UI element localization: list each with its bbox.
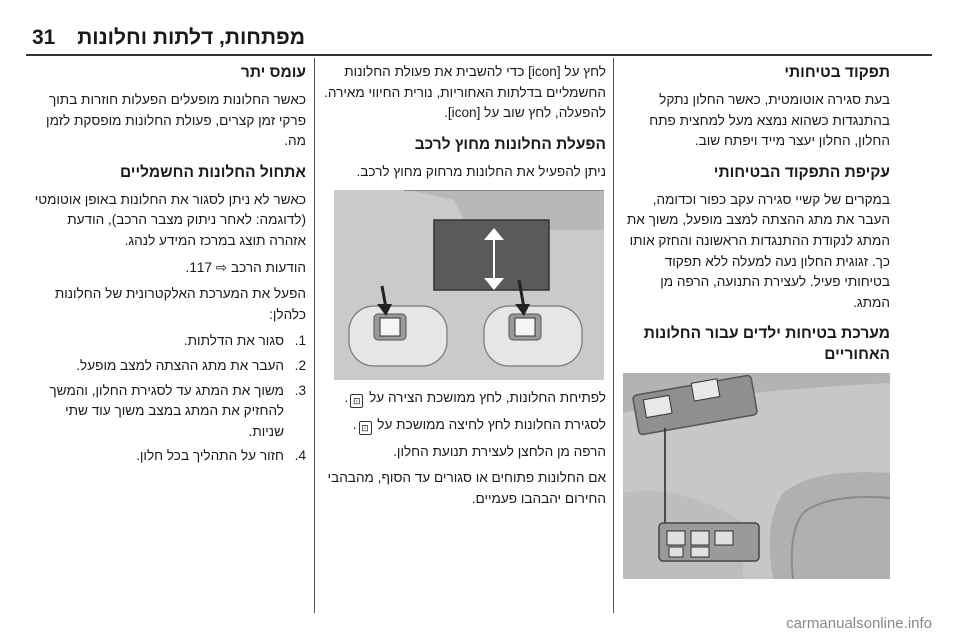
section-heading-child-safety: מערכת בטיחות ילדים עבור החלונות האחוריים bbox=[643, 325, 890, 364]
close-windows-end: . bbox=[352, 416, 357, 432]
step-number: 1. bbox=[294, 333, 306, 349]
page-title: מפתחות, דלתות וחלונות bbox=[77, 26, 305, 49]
right-column bbox=[622, 62, 890, 579]
section-heading-overload: עומס יתר bbox=[240, 64, 306, 81]
step-text: סגור את הדלתות. bbox=[183, 333, 284, 349]
paragraph-hazard: אם החלונות פתוחים או סגורים עד הסוף, מהבהבי החירום יהבהבו פעמיים. bbox=[327, 470, 606, 506]
section-heading-safety: תפקוד בטיחותי bbox=[784, 64, 890, 81]
page-number: 31 bbox=[32, 26, 56, 49]
header-rule bbox=[26, 54, 932, 56]
door-switch-illustration bbox=[623, 373, 890, 579]
section-heading-init: אתחול החלונות החשמליים bbox=[119, 163, 306, 181]
paragraph-child-lock: לחץ על [icon] כדי להשבית את פעולת החלונות החשמליים בדלתות האחוריות, נורית החיווי מאירה. להפעלה, לחץ שוב על [icon]. bbox=[324, 64, 606, 121]
paragraph-release: הרפה מן הלחצן לעצירת תנועת החלון. bbox=[393, 443, 606, 459]
step-text: העבר את מתג ההצתה למצב מופעל. bbox=[76, 357, 284, 373]
step-number: 4. bbox=[294, 448, 306, 464]
section-heading-remote: הפעלת החלונות מחוץ לרכב bbox=[414, 135, 606, 153]
steps-list bbox=[28, 331, 306, 467]
watermark: carmanualsonline.info bbox=[786, 615, 932, 632]
list-item bbox=[28, 381, 306, 443]
paragraph-activate: הפעל את המערכת האלקטרונית של החלונות כלהלן: bbox=[54, 286, 306, 322]
key-remote-illustration bbox=[334, 190, 604, 380]
section-heading-override: עקיפת התפקוד הבטיחותי bbox=[713, 163, 890, 181]
close-windows-text: לסגירת החלונות לחץ לחיצה ממושכת על bbox=[377, 416, 606, 432]
column-divider-left bbox=[314, 58, 315, 613]
step-text: חזור על התהליך בכל חלון. bbox=[136, 448, 284, 464]
paragraph-reference: הודעות הרכב ⇨ 117. bbox=[185, 259, 306, 275]
lock-icon: ⊡ bbox=[359, 421, 372, 435]
step-text: משוך את המתג עד לסגירת החלון, והמשך להחזיק את המתג במצב משוך עוד שתי שניות. bbox=[49, 382, 284, 439]
paragraph-safety: בעת סגירה אוטומטית, כאשר החלון נתקל בהתנגדות כשהוא נמצא מעל למחצית פתח החלון, החלון יעצר מייד ויפתח שוב. bbox=[649, 92, 890, 149]
step-number: 3. bbox=[294, 382, 306, 398]
paragraph-init: כאשר לא ניתן לסגור את החלונות באופן אוטומטי (לדוגמה: לאחר ניתוק מצבר הרכב), הודעת אזהרה תוצג במרכז המידע לנהג. bbox=[34, 191, 306, 248]
page-header bbox=[0, 0, 960, 48]
open-windows-text: לפתיחת החלונות, לחץ ממושכת הצירה על bbox=[369, 390, 606, 406]
paragraph-override: במקרים של קשיי סגירה עקב כפור וכדומה, העבר את מתג ההצתה למצב מופעל, משוך את המתג לנקודת ההתנגדות הראשונה והחזק אותו כך. זגוגית החלון נעה למעלה ללא תפקוד בטיחותי פעיל. לעצירת התנועה, הרפה מן המתג. bbox=[626, 191, 890, 310]
list-item bbox=[28, 446, 306, 467]
paragraph-close-windows bbox=[324, 415, 606, 436]
list-item bbox=[28, 331, 306, 352]
paragraph-overload: כאשר החלונות מופעלים הפעלות חוזרות בתוך פרקי זמן קצרים, פעולת החלונות מופסקת לזמן מה. bbox=[46, 92, 306, 149]
paragraph-open-windows bbox=[324, 388, 606, 409]
paragraph-remote: ניתן להפעיל את החלונות מרחוק מחוץ לרכב. bbox=[356, 163, 606, 179]
column-divider-right bbox=[613, 58, 614, 613]
open-windows-end: . bbox=[344, 390, 349, 406]
left-column bbox=[28, 62, 306, 471]
step-number: 2. bbox=[294, 357, 306, 373]
list-item bbox=[28, 356, 306, 377]
middle-column bbox=[324, 62, 606, 515]
unlock-icon: ⊡ bbox=[350, 394, 363, 408]
